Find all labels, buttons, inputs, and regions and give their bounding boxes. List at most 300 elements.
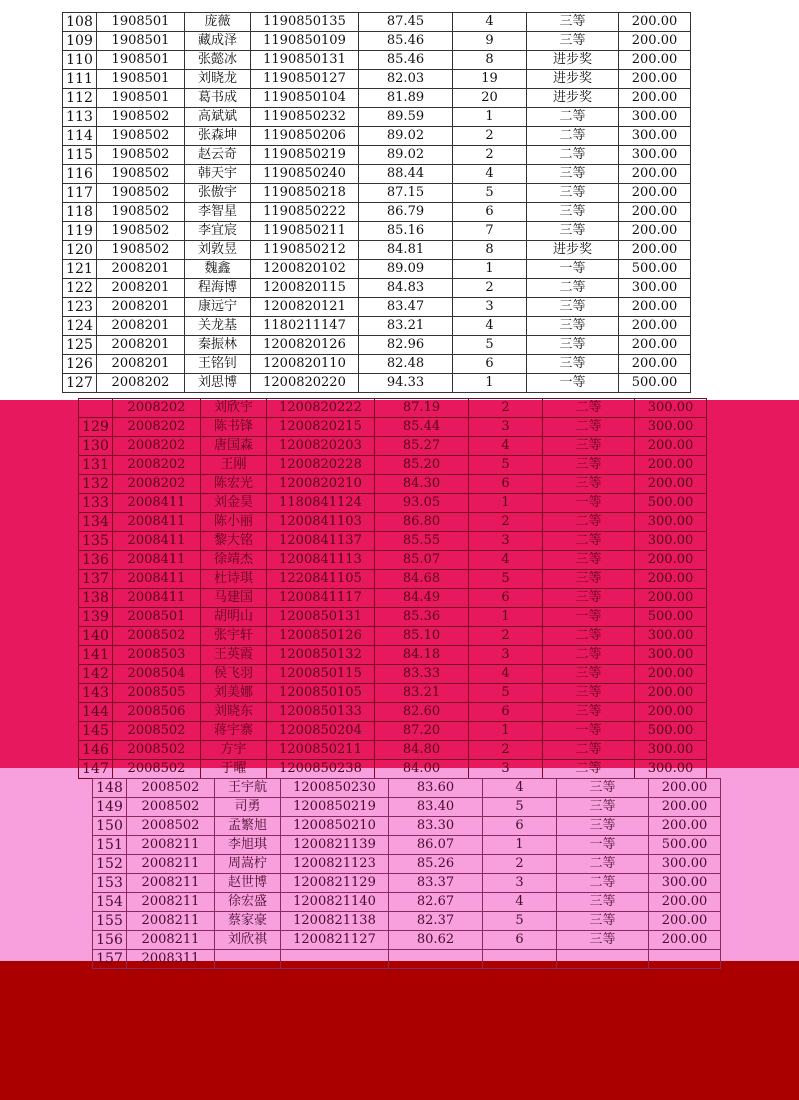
table-cell: 1200841117 (267, 589, 375, 608)
table-cell: 2008202 (113, 418, 201, 437)
table-cell: 1908501 (97, 70, 185, 89)
table-cell: 5 (469, 684, 543, 703)
table-cell: 300.00 (649, 855, 721, 874)
table-cell: 130 (79, 437, 113, 456)
table-cell: 123 (63, 298, 97, 317)
table-cell: 300.00 (635, 646, 707, 665)
table-cell: 一等 (557, 836, 649, 855)
table-cell: 杜诗琪 (201, 570, 267, 589)
table-cell: 1200850131 (267, 608, 375, 627)
table-cell: 88.44 (359, 165, 453, 184)
table-cell: 孟繁旭 (215, 817, 281, 836)
table-row (79, 627, 707, 646)
table-row (79, 703, 707, 722)
table-cell: 85.10 (375, 627, 469, 646)
table-cell: 125 (63, 336, 97, 355)
table-cell: 84.18 (375, 646, 469, 665)
table-row (79, 532, 707, 551)
table-cell: 138 (79, 589, 113, 608)
table-cell: 121 (63, 260, 97, 279)
table-cell: 三等 (557, 912, 649, 931)
table-cell: 1200850219 (281, 798, 389, 817)
table-cell: 85.16 (359, 222, 453, 241)
table-cell: 1200821138 (281, 912, 389, 931)
table-cell: 一等 (543, 494, 635, 513)
table-cell: 200.00 (619, 203, 691, 222)
table-cell: 张宇轩 (201, 627, 267, 646)
table-row (63, 184, 691, 203)
table-cell: 6 (469, 475, 543, 494)
table-cell: 三等 (527, 32, 619, 51)
table-row (63, 146, 691, 165)
table-cell: 116 (63, 165, 97, 184)
table-cell: 王刚 (201, 456, 267, 475)
table-cell: 1908501 (97, 89, 185, 108)
table-cell: 109 (63, 32, 97, 51)
table-cell: 126 (63, 355, 97, 374)
table-cell: 三等 (527, 355, 619, 374)
table-cell: 三等 (527, 203, 619, 222)
table-cell: 三等 (527, 165, 619, 184)
table-cell: 111 (63, 70, 97, 89)
table-cell: 1190850206 (251, 127, 359, 146)
table-cell: 1190850222 (251, 203, 359, 222)
table-cell: 1908502 (97, 165, 185, 184)
table-cell: 153 (93, 874, 127, 893)
table-cell: 二等 (557, 874, 649, 893)
table-row (79, 665, 707, 684)
table-cell: 140 (79, 627, 113, 646)
award-table-section-1 (62, 12, 691, 393)
table-cell: 85.07 (375, 551, 469, 570)
table-cell: 300.00 (619, 127, 691, 146)
table-cell: 200.00 (635, 437, 707, 456)
table-cell: 1190850219 (251, 146, 359, 165)
table-cell: 9 (453, 32, 527, 51)
table-cell: 200.00 (619, 89, 691, 108)
table-cell: 84.81 (359, 241, 453, 260)
table-cell: 4 (453, 165, 527, 184)
table-cell: 二等 (543, 399, 635, 418)
table-cell: 关龙基 (185, 317, 251, 336)
table-cell: 300.00 (635, 741, 707, 760)
table-cell: 83.60 (389, 779, 483, 798)
table-cell: 200.00 (619, 336, 691, 355)
table-cell: 王英霞 (201, 646, 267, 665)
table-cell: 1200850238 (267, 760, 375, 779)
table-cell: 200.00 (619, 70, 691, 89)
table-cell: 1200821140 (281, 893, 389, 912)
table-cell: 143 (79, 684, 113, 703)
table-cell: 2008201 (97, 298, 185, 317)
table-cell: 2 (453, 279, 527, 298)
table-cell: 110 (63, 51, 97, 70)
table-row (93, 893, 721, 912)
table-cell: 藏成泽 (185, 32, 251, 51)
table-cell: 徐靖杰 (201, 551, 267, 570)
table-row (63, 32, 691, 51)
table-cell: 300.00 (635, 532, 707, 551)
table-cell: 李智星 (185, 203, 251, 222)
table-cell: 6 (453, 203, 527, 222)
table-cell: 2008502 (113, 760, 201, 779)
table-cell: 1200850211 (267, 741, 375, 760)
table-cell: 81.89 (359, 89, 453, 108)
table-cell: 85.46 (359, 32, 453, 51)
table-cell: 1908502 (97, 222, 185, 241)
table-cell: 117 (63, 184, 97, 203)
table-cell: 2008411 (113, 589, 201, 608)
table-cell: 83.37 (389, 874, 483, 893)
table-cell: 129 (79, 418, 113, 437)
table-cell: 4 (469, 665, 543, 684)
table-cell: 127 (63, 374, 97, 393)
table-cell: 陈书锋 (201, 418, 267, 437)
table-cell: 刘晓东 (201, 703, 267, 722)
table-cell: 2008502 (113, 627, 201, 646)
table-cell: 1200841137 (267, 532, 375, 551)
table-cell: 5 (453, 184, 527, 203)
table-cell: 137 (79, 570, 113, 589)
table-cell: 200.00 (649, 779, 721, 798)
table-cell: 2008501 (113, 608, 201, 627)
table-cell: 三等 (557, 779, 649, 798)
table-cell: 陈宏光 (201, 475, 267, 494)
table-cell: 1 (453, 108, 527, 127)
table-cell: 张森坤 (185, 127, 251, 146)
table-cell: 蔡家豪 (215, 912, 281, 931)
table-cell: 84.30 (375, 475, 469, 494)
table-cell: 1180211147 (251, 317, 359, 336)
table-cell: 蒋宇寨 (201, 722, 267, 741)
table-cell: 高斌斌 (185, 108, 251, 127)
table-cell: 200.00 (619, 51, 691, 70)
table-cell: 刘美娜 (201, 684, 267, 703)
table-cell: 胡明山 (201, 608, 267, 627)
table-cell: 葛书成 (185, 89, 251, 108)
table-row (63, 203, 691, 222)
table-cell: 145 (79, 722, 113, 741)
table-row (63, 336, 691, 355)
table-cell: 二等 (527, 279, 619, 298)
table-cell: 200.00 (649, 893, 721, 912)
table-row (63, 317, 691, 336)
table-cell: 2 (483, 855, 557, 874)
table-cell: 1 (453, 374, 527, 393)
scan-dark-band (0, 961, 799, 1100)
table-cell: 2008211 (127, 836, 215, 855)
table-cell: 156 (93, 931, 127, 950)
table-row (63, 70, 691, 89)
table-cell: 1 (483, 836, 557, 855)
award-table (62, 12, 691, 393)
table-cell: 张懿冰 (185, 51, 251, 70)
table-cell (389, 950, 483, 969)
table-cell: 1190850211 (251, 222, 359, 241)
table-row (79, 760, 707, 779)
table-cell: 500.00 (635, 722, 707, 741)
table-cell: 200.00 (619, 184, 691, 203)
table-cell: 1190850135 (251, 13, 359, 32)
table-cell: 三等 (543, 437, 635, 456)
table-cell: 2008502 (127, 779, 215, 798)
table-cell: 徐宏盛 (215, 893, 281, 912)
table-row (79, 684, 707, 703)
table-cell: 86.07 (389, 836, 483, 855)
table-row (63, 374, 691, 393)
table-cell: 赵云奇 (185, 146, 251, 165)
table-cell: 刘欣祺 (215, 931, 281, 950)
table-cell: 300.00 (649, 874, 721, 893)
table-cell: 进步奖 (527, 51, 619, 70)
table-cell: 5 (469, 570, 543, 589)
table-cell: 157 (93, 950, 127, 969)
table-cell: 三等 (557, 893, 649, 912)
table-cell: 1190850104 (251, 89, 359, 108)
table-cell: 二等 (543, 418, 635, 437)
table-cell: 135 (79, 532, 113, 551)
table-cell: 司勇 (215, 798, 281, 817)
table-cell: 2008211 (127, 912, 215, 931)
table-cell: 200.00 (635, 589, 707, 608)
table-cell: 82.48 (359, 355, 453, 374)
table-cell: 151 (93, 836, 127, 855)
table-cell: 148 (93, 779, 127, 798)
table-row (93, 912, 721, 931)
table-cell (79, 399, 113, 418)
table-cell: 程海博 (185, 279, 251, 298)
table-cell: 86.79 (359, 203, 453, 222)
table-cell: 154 (93, 893, 127, 912)
table-cell: 200.00 (619, 317, 691, 336)
table-cell: 1200821127 (281, 931, 389, 950)
table-cell: 1200850204 (267, 722, 375, 741)
table-cell: 三等 (557, 798, 649, 817)
table-row (93, 798, 721, 817)
table-cell: 136 (79, 551, 113, 570)
table-cell: 83.40 (389, 798, 483, 817)
table-cell: 2008211 (127, 893, 215, 912)
table-cell: 300.00 (635, 399, 707, 418)
table-cell: 李旭琪 (215, 836, 281, 855)
table-cell: 王铭钊 (185, 355, 251, 374)
table-cell: 3 (469, 760, 543, 779)
table-cell: 1200820210 (267, 475, 375, 494)
table-row (79, 741, 707, 760)
table-cell: 1180841124 (267, 494, 375, 513)
table-cell: 87.45 (359, 13, 453, 32)
table-cell: 124 (63, 317, 97, 336)
table-cell: 1 (453, 260, 527, 279)
table-cell: 85.20 (375, 456, 469, 475)
table-cell: 200.00 (649, 817, 721, 836)
table-cell: 方宇 (201, 741, 267, 760)
table-row (63, 89, 691, 108)
table-cell: 84.83 (359, 279, 453, 298)
table-cell: 2 (469, 741, 543, 760)
table-cell: 三等 (527, 222, 619, 241)
table-cell: 1908502 (97, 203, 185, 222)
table-cell: 80.62 (389, 931, 483, 950)
table-cell: 2008202 (113, 475, 201, 494)
table-cell: 三等 (543, 589, 635, 608)
table-cell: 进步奖 (527, 241, 619, 260)
table-cell: 刘思博 (185, 374, 251, 393)
table-cell: 131 (79, 456, 113, 475)
table-cell: 118 (63, 203, 97, 222)
table-cell: 300.00 (619, 108, 691, 127)
table-row (79, 456, 707, 475)
table-cell: 200.00 (649, 912, 721, 931)
table-cell: 一等 (543, 608, 635, 627)
table-cell: 139 (79, 608, 113, 627)
table-cell: 152 (93, 855, 127, 874)
table-cell: 4 (453, 13, 527, 32)
table-cell: 6 (469, 703, 543, 722)
table-cell: 2008411 (113, 513, 201, 532)
table-cell (557, 950, 649, 969)
table-cell: 300.00 (635, 513, 707, 532)
table-cell: 82.67 (389, 893, 483, 912)
table-cell: 二等 (527, 127, 619, 146)
table-cell: 85.55 (375, 532, 469, 551)
table-cell: 1200841103 (267, 513, 375, 532)
table-cell: 132 (79, 475, 113, 494)
table-cell: 4 (469, 551, 543, 570)
table-cell: 200.00 (619, 241, 691, 260)
table-cell: 进步奖 (527, 89, 619, 108)
table-row (93, 931, 721, 950)
table-cell: 141 (79, 646, 113, 665)
table-cell: 6 (453, 355, 527, 374)
table-cell: 6 (483, 817, 557, 836)
table-cell: 1200820228 (267, 456, 375, 475)
table-cell: 87.15 (359, 184, 453, 203)
table-cell: 2008201 (97, 355, 185, 374)
table-cell: 300.00 (619, 279, 691, 298)
table-cell: 2008211 (127, 931, 215, 950)
table-cell: 2008201 (97, 317, 185, 336)
table-cell: 1908501 (97, 51, 185, 70)
table-cell: 89.09 (359, 260, 453, 279)
table-cell: 155 (93, 912, 127, 931)
table-cell: 83.47 (359, 298, 453, 317)
table-cell: 1200820215 (267, 418, 375, 437)
table-cell: 三等 (543, 570, 635, 589)
table-cell: 5 (483, 912, 557, 931)
table-cell: 500.00 (619, 260, 691, 279)
table-cell: 200.00 (649, 931, 721, 950)
table-cell: 1200820220 (251, 374, 359, 393)
table-cell: 108 (63, 13, 97, 32)
table-cell: 144 (79, 703, 113, 722)
table-row (63, 165, 691, 184)
table-cell: 1200850105 (267, 684, 375, 703)
table-cell: 5 (469, 456, 543, 475)
table-cell: 85.46 (359, 51, 453, 70)
table-cell: 84.00 (375, 760, 469, 779)
table-cell: 于曜 (201, 760, 267, 779)
table-cell: 85.44 (375, 418, 469, 437)
table-cell: 146 (79, 741, 113, 760)
table-cell: 2008411 (113, 551, 201, 570)
table-cell: 115 (63, 146, 97, 165)
table-row (79, 399, 707, 418)
table-cell: 唐国森 (201, 437, 267, 456)
table-cell: 1190850127 (251, 70, 359, 89)
table-cell: 85.27 (375, 437, 469, 456)
table-cell: 2008503 (113, 646, 201, 665)
table-cell: 89.02 (359, 146, 453, 165)
table-cell: 200.00 (635, 684, 707, 703)
table-cell: 三等 (527, 317, 619, 336)
table-row (79, 722, 707, 741)
table-cell: 1200820121 (251, 298, 359, 317)
table-cell: 83.21 (359, 317, 453, 336)
table-cell: 134 (79, 513, 113, 532)
table-cell: 200.00 (635, 703, 707, 722)
table-cell: 2 (469, 399, 543, 418)
table-cell: 300.00 (635, 418, 707, 437)
table-cell: 500.00 (649, 836, 721, 855)
table-row (63, 355, 691, 374)
table-cell: 83.30 (389, 817, 483, 836)
table-cell: 122 (63, 279, 97, 298)
table-cell: 82.60 (375, 703, 469, 722)
table-cell: 2008201 (97, 279, 185, 298)
award-table (92, 778, 721, 969)
table-cell: 3 (469, 532, 543, 551)
table-row (79, 418, 707, 437)
table-cell: 赵世博 (215, 874, 281, 893)
table-cell: 83.21 (375, 684, 469, 703)
table-cell: 8 (453, 51, 527, 70)
table-cell: 112 (63, 89, 97, 108)
table-cell: 2 (469, 627, 543, 646)
table-cell: 200.00 (635, 456, 707, 475)
table-cell: 147 (79, 760, 113, 779)
table-cell: 王宇航 (215, 779, 281, 798)
table-cell: 200.00 (619, 355, 691, 374)
table-cell: 4 (483, 893, 557, 912)
table-row (63, 260, 691, 279)
table-cell: 3 (469, 646, 543, 665)
table-cell: 3 (453, 298, 527, 317)
table-cell: 2008211 (127, 874, 215, 893)
table-cell: 82.03 (359, 70, 453, 89)
table-cell: 二等 (543, 646, 635, 665)
table-cell: 5 (453, 336, 527, 355)
table-cell: 1190850212 (251, 241, 359, 260)
table-cell: 1 (469, 494, 543, 513)
table-cell: 三等 (543, 551, 635, 570)
table-cell: 一等 (527, 374, 619, 393)
table-cell: 1220841105 (267, 570, 375, 589)
table-cell: 149 (93, 798, 127, 817)
table-cell: 4 (469, 437, 543, 456)
table-cell: 三等 (527, 336, 619, 355)
table-cell: 1908502 (97, 184, 185, 203)
table-cell: 1908502 (97, 108, 185, 127)
table-cell: 1200850210 (281, 817, 389, 836)
table-cell: 二等 (557, 855, 649, 874)
table-cell: 2008505 (113, 684, 201, 703)
table-cell: 2008211 (127, 855, 215, 874)
table-cell: 刘金昊 (201, 494, 267, 513)
table-cell: 三等 (527, 298, 619, 317)
table-cell: 二等 (527, 108, 619, 127)
table-row (93, 817, 721, 836)
